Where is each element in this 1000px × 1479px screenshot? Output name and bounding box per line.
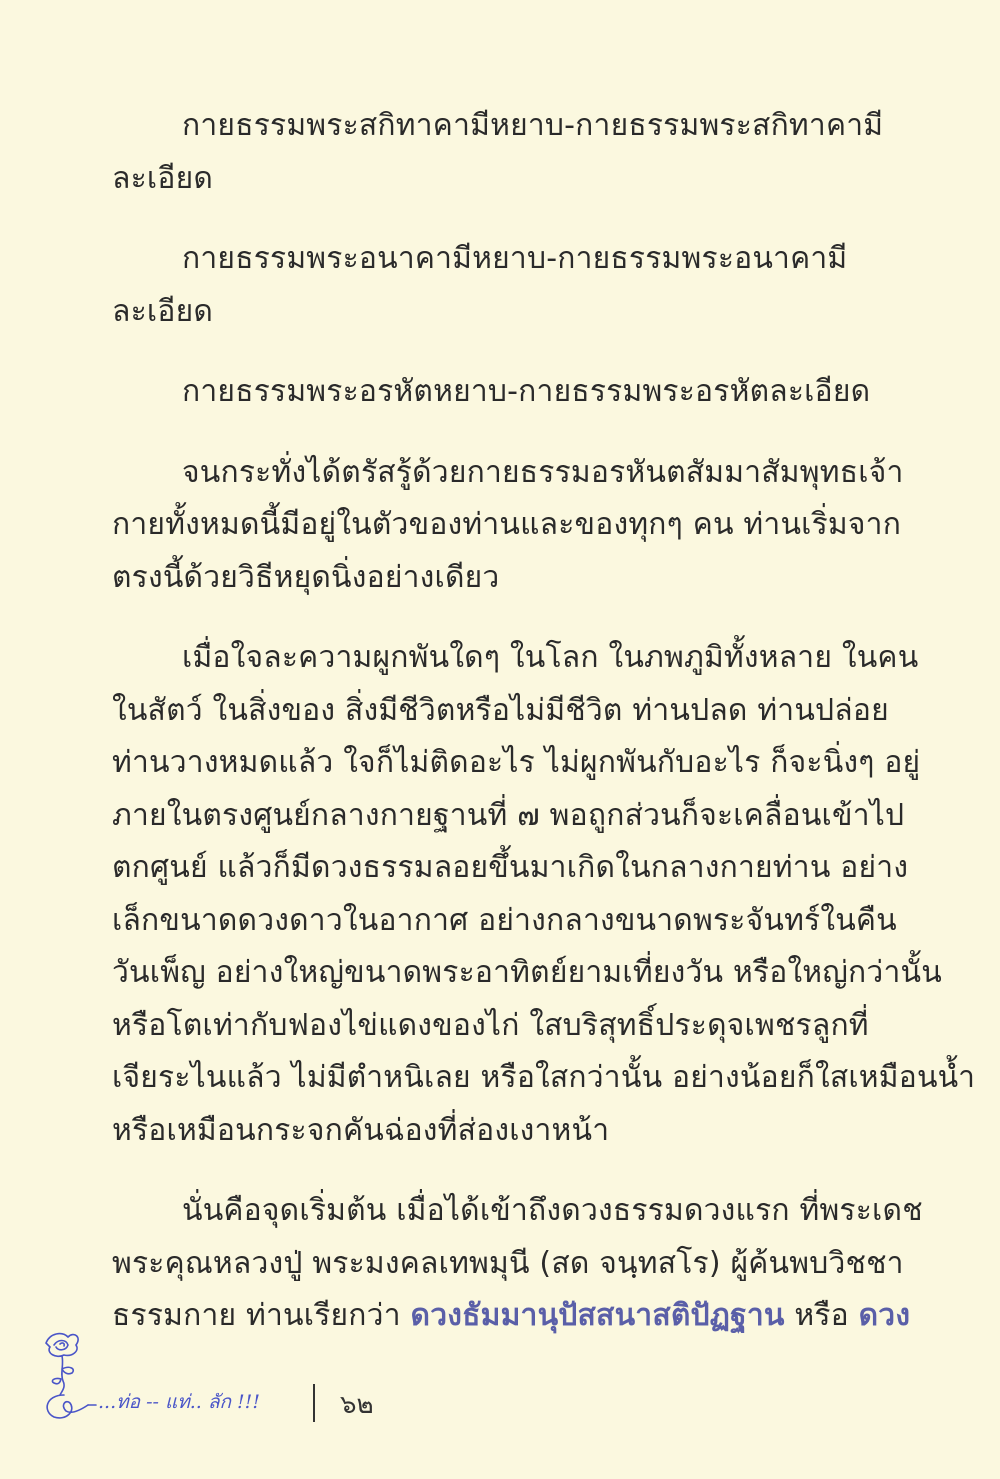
paragraph-enlightenment — [112, 447, 904, 605]
page-body — [112, 100, 976, 1371]
text-line: กายธรรมพระสกิทาคามีหยาบ-กายธรรมพระสกิทาคามี — [182, 108, 884, 143]
text-line: พระคุณหลวงปู่ พระมงคลเทพมุนี (สด จนฺทสโร) ผู้ค้นพบวิชชา — [112, 1245, 904, 1281]
text-line: ในสัตว์ ในสิ่งของ สิ่งมีชีวิตหรือไม่มีชีวิต ท่านปลด ท่านปล่อย — [112, 692, 889, 728]
paragraph-sakadagami — [112, 100, 888, 205]
text-line: ตรงนี้ด้วยวิธีหยุดนิ่งอย่างเดียว — [112, 559, 500, 595]
text-line: เมื่อใจละความผูกพันใดๆ ในโลก ในภพภูมิทั้งหลาย ในคน — [182, 640, 919, 675]
text-line: กายธรรมพระอรหัตหยาบ-กายธรรมพระอรหัตละเอียด — [182, 374, 871, 409]
paragraph-arahant — [112, 366, 888, 419]
paragraph-starting-point — [112, 1185, 923, 1343]
page-number: ๖๒ — [340, 1390, 374, 1420]
paragraph-letting-go — [112, 632, 976, 1157]
text-line: วันเพ็ญ อย่างใหญ่ขนาดพระอาทิตย์ยามเที่ยงวัน หรือใหญ่กว่านั้น — [112, 955, 942, 990]
footer-divider — [313, 1384, 315, 1422]
text-line: หรือโตเท่ากับฟองไข่แดงของไก่ ใสบริสุทธิ์ประดุจเพชรลูกที่ — [112, 1007, 869, 1043]
text-line: กายทั้งหมดนี้มีอยู่ในตัวของท่านและของทุกๆ คน ท่านเริ่มจาก — [112, 507, 902, 542]
text-line: เจียระไนแล้ว ไม่มีตำหนิเลย หรือใสกว่านั้น อย่างน้อยก็ใสเหมือนน้ำ — [112, 1060, 976, 1095]
text-line: จนกระทั่งได้ตรัสรู้ด้วยกายธรรมอรหันตสัมมาสัมพุทธเจ้า — [182, 454, 904, 490]
paragraph-anagami — [112, 233, 888, 338]
text-line: เล็กขนาดดวงดาวในอากาศ อย่างกลางขนาดพระจันทร์ในคืน — [112, 902, 897, 938]
signature-text: ...ท่อ -- แท่.. ลัก !!! — [98, 1391, 260, 1413]
text-line: ตกศูนย์ แล้วก็มีดวงธรรมลอยขึ้นมาเกิดในกลางกายท่าน อย่าง — [112, 850, 909, 885]
text-line: กายธรรมพระอนาคามีหยาบ-กายธรรมพระอนาคามี — [182, 241, 848, 276]
text-line: นั่นคือจุดเริ่มต้น เมื่อได้เข้าถึงดวงธรรมดวงแรก ที่พระเดช — [182, 1193, 923, 1228]
text-line: หรือเหมือนกระจกคันฉ่องที่ส่องเงาหน้า — [112, 1112, 610, 1148]
text-line: ท่านวางหมดแล้ว ใจก็ไม่ติดอะไร ไม่ผูกพันกับอะไร ก็จะนิ่งๆ อยู่ — [112, 745, 921, 780]
footer-signature — [36, 1325, 536, 1435]
highlight-term: ดวง — [858, 1298, 911, 1333]
text-line: ละเอียด — [112, 293, 214, 329]
rose-signature-icon — [36, 1325, 326, 1435]
highlight-term: ดวงธัมมานุปัสสนาสติปัฏฐาน — [410, 1298, 785, 1333]
text-line: ภายในตรงศูนย์กลางกายฐานที่ ๗ พอถูกส่วนก็จะเคลื่อนเข้าไป — [112, 797, 905, 833]
text-line: ละเอียด — [112, 160, 214, 196]
text-segment: ธรรมกาย ท่านเรียกว่า — [112, 1298, 411, 1333]
text-segment: หรือ — [784, 1298, 859, 1333]
